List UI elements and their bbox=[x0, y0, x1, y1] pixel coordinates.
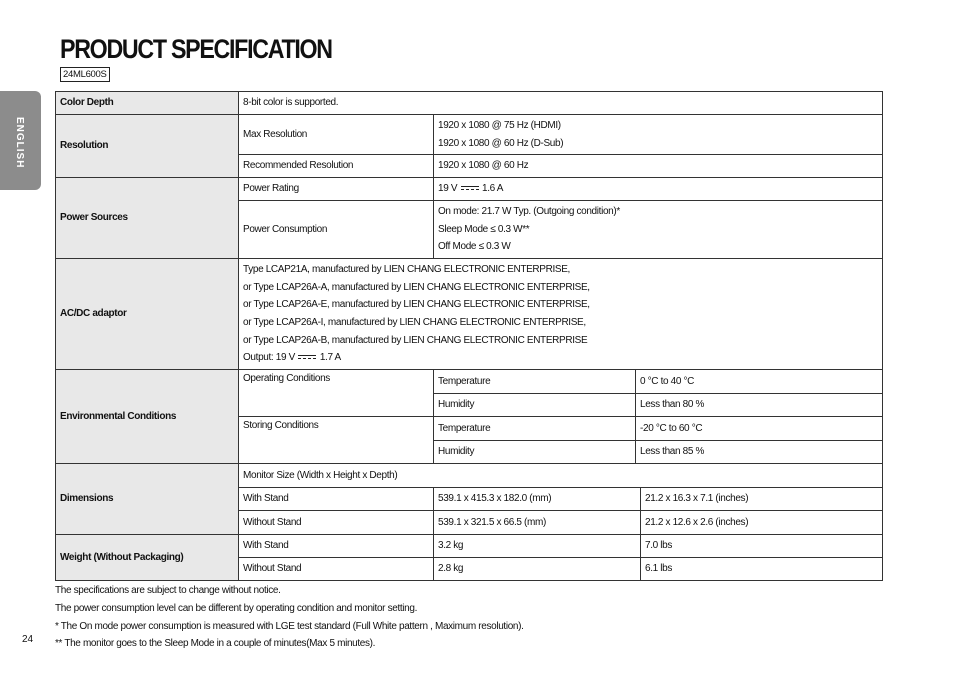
operating-conditions-label: Operating Conditions bbox=[239, 370, 434, 417]
page-number: 24 bbox=[22, 634, 34, 645]
temperature-label: Temperature bbox=[434, 370, 636, 394]
category-environmental: Environmental Conditions bbox=[56, 370, 239, 464]
adaptor-line: or Type LCAP26A-A, manufactured by LIEN CHANG ELECTRONIC ENTERPRISE, bbox=[243, 281, 590, 293]
specification-table bbox=[55, 91, 883, 581]
language-side-tab bbox=[0, 91, 41, 190]
max-resolution-label: Max Resolution bbox=[239, 115, 434, 155]
weight-with-stand-lbs: 7.0 lbs bbox=[641, 535, 883, 558]
power-rating-label: Power Rating bbox=[239, 178, 434, 201]
power-consumption-label: Power Consumption bbox=[239, 201, 434, 259]
table-row-dimensions-header bbox=[56, 464, 883, 488]
category-adaptor: AC/DC adaptor bbox=[56, 259, 239, 370]
power-consumption-off: Off Mode ≤ 0.3 W bbox=[438, 241, 511, 253]
dimensions-header: Monitor Size (Width x Height x Depth) bbox=[239, 464, 883, 488]
table-row-adaptor bbox=[56, 259, 883, 370]
adaptor-output bbox=[243, 349, 878, 367]
dimensions-without-stand-label: Without Stand bbox=[239, 511, 434, 535]
weight-without-stand-kg: 2.8 kg bbox=[434, 558, 641, 581]
weight-with-stand-kg: 3.2 kg bbox=[434, 535, 641, 558]
dimensions-with-stand-label: With Stand bbox=[239, 488, 434, 511]
adaptor-line: or Type LCAP26A-E, manufactured by LIEN CHANG ELECTRONIC ENTERPRISE, bbox=[243, 299, 590, 311]
dc-symbol-icon bbox=[298, 354, 316, 362]
operating-humidity-value: Less than 80 % bbox=[636, 394, 883, 417]
color-depth-value: 8-bit color is supported. bbox=[239, 92, 883, 115]
storing-humidity-value: Less than 85 % bbox=[636, 441, 883, 464]
dimensions-with-stand-mm: 539.1 x 415.3 x 182.0 (mm) bbox=[434, 488, 641, 511]
dimensions-without-stand-mm: 539.1 x 321.5 x 66.5 (mm) bbox=[434, 511, 641, 535]
footnote: The specifications are subject to change without notice. bbox=[55, 585, 281, 596]
dimensions-without-stand-inches: 21.2 x 12.6 x 2.6 (inches) bbox=[641, 511, 883, 535]
table-row-weight-with-stand bbox=[56, 535, 883, 558]
category-color-depth: Color Depth bbox=[56, 92, 239, 115]
power-consumption-sleep: Sleep Mode ≤ 0.3 W** bbox=[438, 223, 530, 235]
max-resolution-dsub: 1920 x 1080 @ 60 Hz (D-Sub) bbox=[438, 137, 564, 149]
power-rating-amp: 1.6 A bbox=[482, 183, 504, 195]
adaptor-line: or Type LCAP26A-I, manufactured by LIEN CHANG ELECTRONIC ENTERPRISE, bbox=[243, 317, 586, 328]
footnote: ** The monitor goes to the Sleep Mode in a couple of minutes(Max 5 minutes). bbox=[55, 638, 376, 650]
adaptor-line: Type LCAP21A, manufactured by LIEN CHANG ELECTRONIC ENTERPRISE, bbox=[243, 264, 570, 276]
table-row-operating-temperature bbox=[56, 370, 883, 394]
temperature-label: Temperature bbox=[434, 417, 636, 441]
table-row-power-rating bbox=[56, 178, 883, 201]
footnote: The power consumption level can be different by operating condition and monitor setting. bbox=[55, 602, 418, 614]
category-resolution: Resolution bbox=[56, 115, 239, 178]
adaptor-values bbox=[239, 259, 883, 370]
max-resolution-values bbox=[434, 115, 883, 155]
humidity-label: Humidity bbox=[434, 441, 636, 464]
weight-with-stand-label: With Stand bbox=[239, 535, 434, 558]
recommended-resolution-value: 1920 x 1080 @ 60 Hz bbox=[434, 155, 883, 178]
category-power-sources: Power Sources bbox=[56, 178, 239, 259]
model-number-box: 24ML600S bbox=[60, 67, 110, 82]
adaptor-line: or Type LCAP26A-B, manufactured by LIEN CHANG ELECTRONIC ENTERPRISE bbox=[243, 334, 588, 346]
dc-symbol-icon bbox=[461, 185, 479, 193]
table-row-color-depth bbox=[56, 92, 883, 115]
power-consumption-values bbox=[434, 201, 883, 259]
weight-without-stand-label: Without Stand bbox=[239, 558, 434, 581]
category-weight: Weight (Without Packaging) bbox=[56, 535, 239, 581]
adaptor-output-amp: 1.7 A bbox=[319, 352, 341, 364]
storing-conditions-label: Storing Conditions bbox=[239, 417, 434, 464]
language-side-tab-label: ENGLISH bbox=[14, 117, 25, 169]
recommended-resolution-label: Recommended Resolution bbox=[239, 155, 434, 178]
power-rating-volt: 19 V bbox=[438, 183, 458, 195]
dimensions-with-stand-inches: 21.2 x 16.3 x 7.1 (inches) bbox=[641, 488, 883, 511]
humidity-label: Humidity bbox=[434, 394, 636, 417]
page-title: PRODUCT SPECIFICATION bbox=[60, 34, 332, 64]
weight-without-stand-lbs: 6.1 lbs bbox=[641, 558, 883, 581]
adaptor-output-volt: Output: 19 V bbox=[243, 352, 295, 364]
footnote: * The On mode power consumption is measured with LGE test standard (Full White pattern , Maximum resolution). bbox=[55, 620, 524, 632]
max-resolution-hdmi: 1920 x 1080 @ 75 Hz (HDMI) bbox=[438, 119, 561, 131]
power-rating-value bbox=[434, 178, 883, 201]
storing-temperature-value: -20 °C to 60 °C bbox=[636, 417, 883, 441]
table-row-max-resolution bbox=[56, 115, 883, 155]
operating-temperature-value: 0 °C to 40 °C bbox=[636, 370, 883, 394]
category-dimensions: Dimensions bbox=[56, 464, 239, 535]
footnotes bbox=[55, 582, 524, 653]
power-consumption-on: On mode: 21.7 W Typ. (Outgoing condition)* bbox=[438, 206, 620, 218]
